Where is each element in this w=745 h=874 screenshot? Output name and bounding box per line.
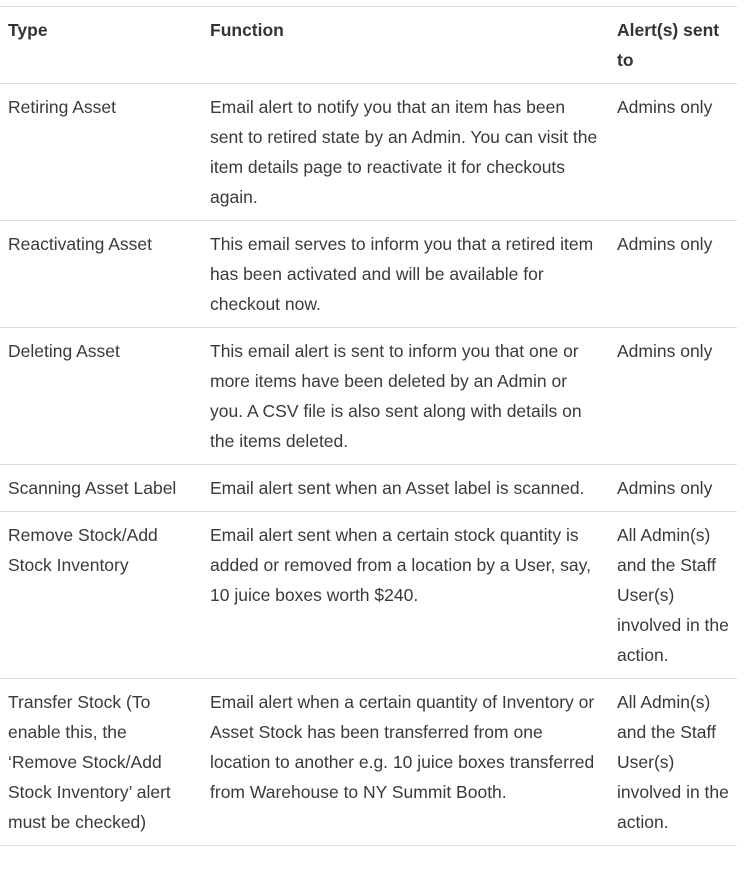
cell-function: This email alert is sent to inform you that one or more items have been deleted by an Admin or you. A CSV file is also sent along with details on the items deleted.	[202, 328, 609, 465]
cell-type: Remove Stock/Add Stock Inventory	[0, 512, 202, 679]
table-row	[0, 328, 737, 465]
cell-type: Transfer Stock (To enable this, the ‘Remove Stock/Add Stock Inventory’ alert must be checked)	[0, 679, 202, 846]
cell-type: Reactivating Asset	[0, 221, 202, 328]
cell-function: Email alert sent when an Asset label is scanned.	[202, 465, 609, 512]
header-function: Function	[202, 7, 609, 84]
cell-alerts: All Admin(s) and the Staff User(s) involved in the action.	[609, 679, 737, 846]
cell-alerts: Admins only	[609, 221, 737, 328]
cell-type: Retiring Asset	[0, 84, 202, 221]
table-row	[0, 465, 737, 512]
cell-alerts: All Admin(s) and the Staff User(s) involved in the action.	[609, 512, 737, 679]
table-row	[0, 221, 737, 328]
header-alerts-sent-to: Alert(s) sent to	[609, 7, 737, 84]
header-type: Type	[0, 7, 202, 84]
cell-type: Scanning Asset Label	[0, 465, 202, 512]
cell-type: Deleting Asset	[0, 328, 202, 465]
email-alerts-table	[0, 6, 737, 846]
cell-alerts: Admins only	[609, 328, 737, 465]
cell-alerts: Admins only	[609, 465, 737, 512]
cell-function: Email alert to notify you that an item has been sent to retired state by an Admin. You can visit the item details page to reactivate it for checkouts again.	[202, 84, 609, 221]
table-row	[0, 84, 737, 221]
cell-function: Email alert when a certain quantity of Inventory or Asset Stock has been transferred from one location to another e.g. 10 juice boxes transferred from Warehouse to NY Summit Booth.	[202, 679, 609, 846]
table-row	[0, 679, 737, 846]
table-row	[0, 512, 737, 679]
table-header-row	[0, 7, 737, 84]
cell-function: This email serves to inform you that a retired item has been activated and will be available for checkout now.	[202, 221, 609, 328]
cell-function: Email alert sent when a certain stock quantity is added or removed from a location by a User, say, 10 juice boxes worth $240.	[202, 512, 609, 679]
cell-alerts: Admins only	[609, 84, 737, 221]
